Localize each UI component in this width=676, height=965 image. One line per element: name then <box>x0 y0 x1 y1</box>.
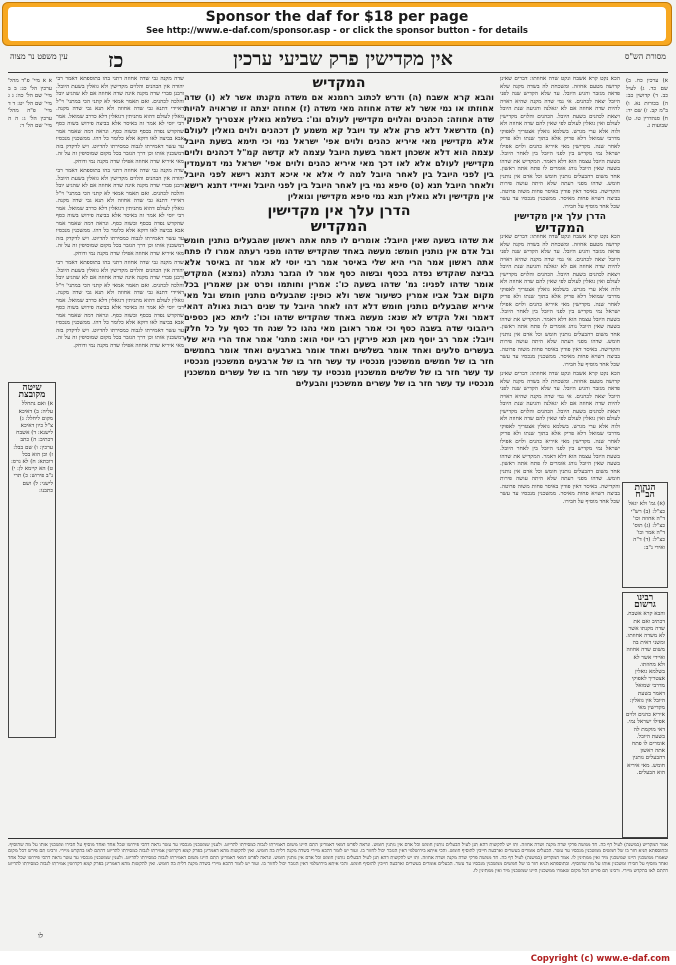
rabbeinu-gershom-title: רבינו גרשום <box>634 593 656 611</box>
ein-mishpat-header: עין משפט נר מצוה <box>10 52 68 61</box>
hagahot-box <box>622 482 668 588</box>
header-rule <box>8 72 668 73</box>
rabbeinu-gershom-text: והבא קרא אשבח. דכתיב ואם את שדה מקנתו אשר לא משדה אחוזתו. ומשני דאית בה משום שדה אחוזה ואיידי אשר לא ולא מחוזתו. בשלמא גואלין אצטריך לאפוקי מדרבי שמואל דאמר בשעת היובל אין גואלין: מקדישין מאי איריא כהנים ולוים אפילו ישראל נמי. דאי מוקמת לה בשעת היובל. אומרים לו פתח אתה ראשון דהבעלים נותנין חומש. מאי איריא הוא הבעלים. <box>625 611 665 776</box>
rashi-heading: המקדיש <box>535 220 585 236</box>
daf-number: כז <box>108 48 124 72</box>
rashi-text-cont2: הכא נקט קרא אשבח ונקט שדה אחוזתו: דברים שאינן קדושה מטעם אחוזה. ומשכחת לה בשדה מקנה שלא פדאה מגזבר והגיע היובל. עד שלא הקדיש שנה לפני היובל יצאה לכהנים. אי נמי שדה מקנה שהיא ראויה להיות שדה אחוזה אם לא יגאלנה והגיעה שנת היובל ויצאת לכהנים בשעת היובל. הכהנים והלוים מקדישין לעולם ואין גואלין לעולם לפי שאין להם שדה אחוזה ולא ולוה אלא ערי מגרש. בשלמא גואלין אצטריך לאפוקי מדרבי שמואל דלא פריק אלא בתוך שנתו ולא פריק לאחר שנה. מקדישין מאי איריא כהנים ולוים אפילו ישראל נמי מקדיש בין לפני היובל בין לאחר היובל. בשעת היובל עצמה הוא דלא דאמר. המקדיש את שדהו בשעה שאין היובל נוהג אומרים לו פתח אתה ראשון. אחד משום דהבעלים נותנין חומש וכל אדם אין נותנין חומש. שדהו מפני רעתה שלא היתה עושה פירות והקדישה. באיסר דאין פודין באיסר פחות משוה פרוטה. בביצה דשויא פחות מאיסר. ממשכנין מנכסיו עד עשר שכל אחד מוסיף על חבירו. <box>500 371 620 505</box>
sponsor-title[interactable]: Sponsor the daf for $18 per page <box>205 9 469 25</box>
gemara-column <box>184 78 494 838</box>
gemara-text-2: את שדהו בשעה שאין היובל: אומרים לו פתח אתה ראשון שהבעלים נותנין חומש ובל אדם אין נותנין חומש: מעשה באחד שהקדיש שדהו מפני רעתה אמרו לו פתח אתה ראשון אמר הרי היא שלי באיסר אמר רבי יוסי לא אמר זה באיסר אלא בביצה שהקדש נפדה בכסף ובשוה כסף אמר לו הגזבר נתגלה (נמצא) המקדש אומר שדהו לפניו: גמ' שדהו בשעה כו': אמרין וחותמו ופרט אנן שאמרין בכל מקום אבל אביו אמרין כשיעור אשר ולא כופין: שהבעלים נותנין חומש ובל מאי איריא שהבעלים נותנין חומש דלא דהו לאחר היובל עד שנים רבות גאולה דהאי דאמר ואל הקדש לא שנא: מעשה באחד שהקדיש שדהו וכו': ליתא כאן כספים ריהבוני שדה בשבה כסף וכי אמר ראובן מאי נהגו כל שנה חד כסף על כל חלק ויובל: אמר רב יוסף מאן תנא פירקין רבי יוסי הוא: מתני' אמר אחד הרי היא שלי בעשרים סלעים ואחד אומר בשלשים ואחד אומר בארבעים ואחד אומר בחמשים חזר בו של חמשים ממשכנין מנכסיו עד עשר חזר בו של ארבעים ממשכנין מנכסיו עד עשר חזר בו של שלשים ממשכנין מנכסיו עד עשר חזר בו של עשרים ממשכנין מנכסיו עד עשר חזר בו של עשרים ממשכנין והבעלים <box>184 235 494 388</box>
tosafot-text-cont: שדה מקנה גבי שדה אחוזה דתני בהו בתוספתא דאמר רבי יהודה אין הכהנים והלוים מקדישין ולא גואלין בשעת היובל. ורבנן סברי שדה מקנה אינה שדה אחוזה אם לא שהגיע יובל והלכה לכהנים. ואם תאמר אמאי לא קתני הכי במתני' וי"ל דאיידי דתנא גבי שדה אחוזה ולא תנא גבי שדה מקנה. גואלין לעולם דהוא מתניתין דגואלין דלא כדרב שמואל. אמר רבי יוסי לא אמר זה באיסר אלא בביצה פירוש בשוה כסף שהקדש נפדה בכסף ובשוה כסף. ונראה דמה שאמר אמר אבא בביצה לאו דוקא אלא כלומר כל דהו. ממשכנין מנכסיו עד עשר דאמירתו לגבוה כמסירתו להדיוט. ויש לדקדק בזה דמשכנין אותו וכן דרך הגזבר בכל מקום שמוסיפין זה על זה. מאי איריא שדה אחוזה אפילו שדה מקנה נמי ודוחק. <box>56 168 184 257</box>
bottom-notes-text: אמר המקדיש (במשנה) לעיל דף כה. חד ממשה פרקי שדה מקנה ושדה אחוזה. ותו יש להקשות דהא תנן לעיל הבעלים נותנין חומש וכל אדם אין נותנין חומש. ונראה לפרש דמאי דאמרינן התם היינו משום דאמירתו לגבוה כמסירתו להדיוט. ולענין שמשכנין מנכסיו עד עשר נראה דהכי פירושו שכל אחד ואחד מוסיף על חבירו ומשכנין אותו על מה שהוסיף. ובתוספתא תניא חזר בו של חמשים ממשכנין מנכסיו עד עשר. הבעלים אומרים בעשרים וארבעה חייבין להוסיף חומש. והכי איתא בירושלמי דאין הגזבר יכול לחזור בו. ועוד יש לומר דהכא מיירי בשדה מקנה דלית בה חומש. ואין להקשות מהא דאמרינן בפרק קמא דקדושין אמירתו לגבוה כמסירתו להדיוט דהתם לאו בהקדש מיירי. ורבינו תם פירש דכל מקום שאמרו ממשכנין היינו שמשכנין מיד ואין ממתינין לו. <box>8 842 668 861</box>
bottom-notes-text-cont: אמר המקדיש (במשנה) לעיל דף כה. חד ממשה פרקי שדה מקנה ושדה אחוזה. ותו יש להקשות דהא תנן לעיל הבעלים נותנין חומש וכל אדם אין נותנין חומש. ונראה לפרש דמאי דאמרינן התם היינו משום דאמירתו לגבוה כמסירתו להדיוט. ולענין שמשכנין מנכסיו עד עשר נראה דהכי פירושו שכל אחד ואחד מוסיף על חבירו ומשכנין אותו על מה שהוסיף. ובתוספתא תניא חזר בו של חמשים ממשכנין מנכסיו עד עשר. הבעלים אומרים בעשרים וארבעה חייבין להוסיף חומש. והכי איתא בירושלמי דאין הגזבר יכול לחזור בו. ועוד יש לומר דהכא מיירי בשדה מקנה דלית בה חומש. ואין להקשות מהא דאמרינן בפרק קמא דקדושין אמירתו לגבוה כמסירתו להדיוט דהתם לאו בהקדש מיירי. ורבינו תם פירש דכל מקום שאמרו ממשכנין היינו שמשכנין מיד ואין ממתינין לו. <box>8 854 668 874</box>
sponsor-banner-inner[interactable] <box>8 7 666 41</box>
sponsor-subtitle[interactable]: See http://www.e-daf.com/sponsor.asp - or click the sponsor button - for details <box>146 26 528 36</box>
copyright-link[interactable]: Copyright (c) www.e-daf.com <box>530 954 670 964</box>
rashi-end-chapter: הדרן עלך אין מקדישין <box>514 212 606 222</box>
masoret-column <box>626 78 668 248</box>
page-title: אין מקדישין פרק שביעי ערכין <box>233 48 453 70</box>
tosafot-column <box>56 76 184 836</box>
tosafot-text-cont2: שדה מקנה גבי שדה אחוזה דתני בהו בתוספתא דאמר רבי יהודה אין הכהנים והלוים מקדישין ולא גואלין בשעת היובל. ורבנן סברי שדה מקנה אינה שדה אחוזה אם לא שהגיע יובל והלכה לכהנים. ואם תאמר אמאי לא קתני הכי במתני' וי"ל דאיידי דתנא גבי שדה אחוזה ולא תנא גבי שדה מקנה. גואלין לעולם דהוא מתניתין דגואלין דלא כדרב שמואל. אמר רבי יוסי לא אמר זה באיסר אלא בביצה פירוש בשוה כסף שהקדש נפדה בכסף ובשוה כסף. ונראה דמה שאמר אמר אבא בביצה לאו דוקא אלא כלומר כל דהו. ממשכנין מנכסיו עד עשר דאמירתו לגבוה כמסירתו להדיוט. ויש לדקדק בזה דמשכנין אותו וכן דרך הגזבר בכל מקום שמוסיפין זה על זה. מאי איריא שדה אחוזה אפילו שדה מקנה נמי ודוחק. <box>56 260 184 349</box>
hagahot-text: (א) גמ' ולא יגאל כצ"ל: (ב) רש"י ד"ה אחוזה וכו' כצ"ל: (ג) תוס' ד"ה אמר וכו' כצ"ל: (ד) ד"ה ואידי נ"ב: <box>628 501 665 551</box>
ein-mishpat-column <box>8 78 52 218</box>
tosafot-text: שדה מקנה גבי שדה אחוזה דתני בהו בתוספתא דאמר רבי יהודה אין הכהנים והלוים מקדישין ולא גואלין בשעת היובל. ורבנן סברי שדה מקנה אינה שדה אחוזה אם לא שהגיע יובל והלכה לכהנים. ואם תאמר אמאי לא קתני הכי במתני' וי"ל דאיידי דתנא גבי שדה אחוזה ולא תנא גבי שדה מקנה. גואלין לעולם דהוא מתניתין דגואלין דלא כדרב שמואל. אמר רבי יוסי לא אמר זה באיסר אלא בביצה פירוש בשוה כסף שהקדש נפדה בכסף ובשוה כסף. ונראה דמה שאמר אמר אבא בביצה לאו דוקא אלא כלומר כל דהו. ממשכנין מנכסיו עד עשר דאמירתו לגבוה כמסירתו להדיוט. ויש לדקדק בזה דמשכנין אותו וכן דרך הגזבר בכל מקום שמוסיפין זה על זה. מאי איריא שדה אחוזה אפילו שדה מקנה נמי ודוחק. <box>56 76 184 165</box>
talmud-page <box>8 48 668 947</box>
masoret-header: מסורת הש"ס <box>624 52 666 61</box>
sponsor-banner[interactable] <box>2 2 672 46</box>
shita-mekubetzet-box <box>8 382 56 738</box>
bottom-notes <box>8 842 668 927</box>
hagahot-title: הגהות הב"ח <box>634 483 656 501</box>
gemara-end-chapter: הדרן עלך אין מקדישין <box>267 203 411 219</box>
shita-mekubetzet-text: א) ואם נתחלל עליה: ב) דאיכא מקום ליחלל: ג) צ"ל כיון דאיכא לישנא: ד) אשבח דכתיב: ה) כתב ערכין: ו) שם בבל: ז) וכן הוא בכל דוכתא: ח) לא גרס: ט) הא קיימא לן: י) נ"ב פירוש: כ) תרי לישני: ל) ושם כתבנו: <box>11 401 53 494</box>
page-number: לו <box>38 932 44 940</box>
gemara-heading-2: המקדיש <box>310 217 368 235</box>
rashi-column <box>500 76 620 836</box>
ein-mishpat-notes: א א מיי' פ"ד מהל' ערכין הל' כג: ב ב מיי' שם הל' כה: ג ג מיי' שם הל' יט: ד ד מיי' פ"ה מהל' ערכין הל' ג: ה ה מיי' שם הל' ד: <box>8 78 52 129</box>
rashi-text: הכא נקט קרא אשבח ונקט שדה אחוזתו: דברים שאינן קדושה מטעם אחוזה. ומשכחת לה בשדה מקנה שלא פדאה מגזבר והגיע היובל. עד שלא הקדיש שנה לפני היובל יצאה לכהנים. אי נמי שדה מקנה שהיא ראויה להיות שדה אחוזה אם לא יגאלנה והגיעה שנת היובל ויצאת לכהנים בשעת היובל. הכהנים והלוים מקדישין לעולם ואין גואלין לעולם לפי שאין להם שדה אחוזה ולא ולוה אלא ערי מגרש. בשלמא גואלין אצטריך לאפוקי מדרבי שמואל דלא פריק אלא בתוך שנתו ולא פריק לאחר שנה. מקדישין מאי איריא כהנים ולוים אפילו ישראל נמי מקדיש בין לפני היובל בין לאחר היובל. בשעת היובל עצמה הוא דלא דאמר. המקדיש את שדהו בשעה שאין היובל נוהג אומרים לו פתח אתה ראשון. אחד משום דהבעלים נותנין חומש וכל אדם אין נותנין חומש. שדהו מפני רעתה שלא היתה עושה פירות והקדישה. באיסר דאין פודין באיסר פחות משוה פרוטה. בביצה דשויא פחות מאיסר. ממשכנין מנכסיו עד עשר שכל אחד מוסיף על חבירו. <box>500 76 620 210</box>
gemara-heading-1: המקדיש <box>312 78 366 91</box>
gemara-text-1: והבא קרא אשבח (ה) ודרש לכתוב רחמנא אם משדה מקנתו אשר לא (ו) שדה אחוזתו או נמי אשר לא שדה אחוזה מאי משדה (ז) אחוזה יצתה זו שראויה להיות שדה אחוזה: הכהנים והלוים מקדישין לעולם וגו': בשלמא גואלין אצטריך לאפוקי (ח) מדרשאל דלא פרק אלא עד ויובל קא משמע לן דכהנים ולוים גואלין לעולם אלא מקדישין מאי איריא כהנים ולוים אפי' ישראל נמי וכי תימא בשעת היובל עצמה הוא דלא אשכחן דאמר בשעת היובל עצמה לא קדשה קמ"ל דכהנים ולוים מקדישין לעולם אלא לאו דכך מאי איריא כהנים ולוים אפי' ישראל נמי דמעמדין בין לפני היובל בין לאחר היובל למה לי אלא אי איכא דתנא רישא לפני היובל ולאחר היובל תנא (ט) סיפא נמי בין לאחר היובל בין לפני היובל ואיידי דתנא רישא אין מקדישין ולא גואלין תנא נמי סיפא מקדישין וגואלין <box>184 92 494 201</box>
rabbeinu-gershom-box <box>622 592 668 838</box>
rashi-text-cont: הכא נקט קרא אשבח ונקט שדה אחוזתו: דברים שאינן קדושה מטעם אחוזה. ומשכחת לה בשדה מקנה שלא פדאה מגזבר והגיע היובל. עד שלא הקדיש שנה לפני היובל יצאה לכהנים. אי נמי שדה מקנה שהיא ראויה להיות שדה אחוזה אם לא יגאלנה והגיעה שנת היובל ויצאת לכהנים בשעת היובל. הכהנים והלוים מקדישין לעולם ואין גואלין לעולם לפי שאין להם שדה אחוזה ולא ולוה אלא ערי מגרש. בשלמא גואלין אצטריך לאפוקי מדרבי שמואל דלא פריק אלא בתוך שנתו ולא פריק לאחר שנה. מקדישין מאי איריא כהנים ולוים אפילו ישראל נמי מקדיש בין לפני היובל בין לאחר היובל. בשעת היובל עצמה הוא דלא דאמר. המקדיש את שדהו בשעה שאין היובל נוהג אומרים לו פתח אתה ראשון. אחד משום דהבעלים נותנין חומש וכל אדם אין נותנין חומש. שדהו מפני רעתה שלא היתה עושה פירות והקדישה. באיסר דאין פודין באיסר פחות משוה פרוטה. בביצה דשויא פחות מאיסר. ממשכנין מנכסיו עד עשר שכל אחד מוסיף על חבירו. <box>500 234 620 368</box>
masoret-notes: א) ערכין כח. ב) שם כד. ג) לעיל כב. ד) קדושין כב: ה) בכורות נא. ו) ב"מ קב. ז) שם יד: ח) סנהדרין טו. ט) שבועות ג. <box>626 78 668 129</box>
shita-mekubetzet-title: שיטה מקובצת <box>18 383 46 401</box>
bottom-rule <box>8 838 668 839</box>
footer-bar <box>0 951 676 965</box>
